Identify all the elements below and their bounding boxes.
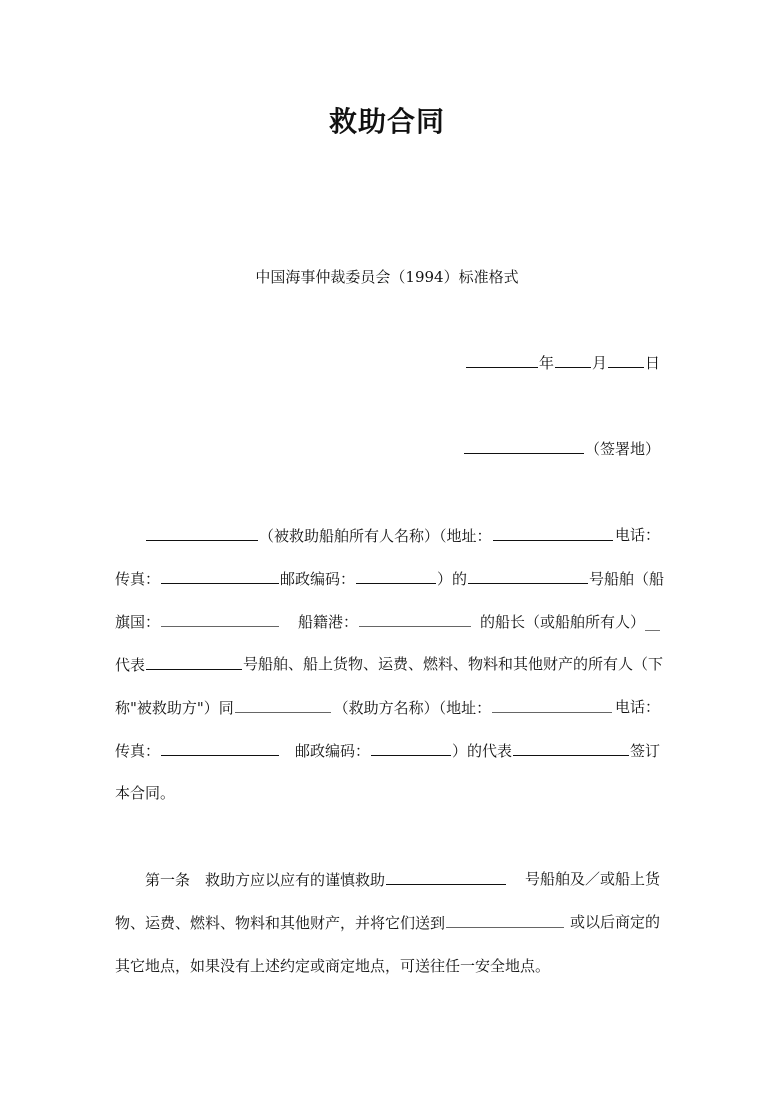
salvaged-owner-blank[interactable] — [146, 524, 258, 541]
year-label: 年 — [538, 354, 554, 372]
signing-place-blank[interactable] — [464, 437, 584, 454]
preamble-text: 传真： — [115, 570, 161, 588]
article1-line-1 — [115, 868, 660, 890]
date-line — [115, 351, 660, 373]
salvor-representative-blank[interactable] — [513, 739, 629, 756]
signing-place-label: （签署地） — [584, 440, 660, 458]
preamble-line-1 — [115, 524, 660, 546]
preamble-text: 邮政编码： — [294, 742, 370, 760]
salvaged-fax-blank[interactable] — [161, 567, 279, 584]
article1-line-2 — [115, 911, 660, 933]
destination-blank[interactable] — [446, 911, 564, 928]
port-of-registry-blank[interactable] — [359, 610, 471, 627]
represented-vessel-blank[interactable] — [146, 653, 242, 670]
preamble-text: 称"被救助方"）同 — [115, 699, 234, 717]
salvaged-postcode-blank[interactable] — [356, 567, 436, 584]
preamble-text: ）的 — [437, 570, 468, 588]
flag-state-blank[interactable] — [161, 610, 279, 627]
preamble-line-7 — [115, 782, 660, 804]
preamble-text: （被救助船舶所有人名称）（地址： — [259, 527, 492, 545]
preamble-text: 电话： — [614, 698, 660, 716]
preamble-text: 旗国： — [115, 613, 161, 631]
preamble-text: 号船舶（船 — [589, 570, 665, 588]
document-title: 救助合同 — [328, 105, 445, 138]
article1-line-3 — [115, 955, 660, 977]
article-text: 或以后商定的 — [569, 913, 660, 931]
day-blank[interactable] — [608, 351, 644, 368]
salvaged-vessel-blank[interactable] — [386, 868, 506, 885]
preamble-text: （救助方名称）（地址： — [333, 699, 492, 717]
document-subtitle: 中国海事仲裁委员会（1994）标准格式 — [255, 268, 519, 286]
preamble-line-2 — [115, 567, 665, 589]
month-blank[interactable] — [555, 351, 591, 368]
preamble-text: 号船舶、船上货物、运费、燃料、物料和其他财产的所有人（下 — [243, 655, 664, 673]
salvor-postcode-blank[interactable] — [371, 739, 451, 756]
preamble-text: 签订 — [629, 742, 660, 760]
vessel-name-blank[interactable] — [468, 567, 588, 584]
preamble-line-6 — [115, 739, 660, 761]
preamble-text: 船籍港： — [297, 613, 358, 631]
salvor-fax-blank[interactable] — [161, 739, 279, 756]
signing-place-line — [115, 437, 660, 459]
article-text: 第一条 救助方应以应有的谨慎救助 — [145, 871, 386, 889]
preamble-text: 本合同。 — [115, 784, 176, 802]
salvaged-address-blank[interactable] — [493, 524, 613, 541]
preamble-text: 邮政编码： — [280, 570, 356, 588]
article-text: 号船舶及／或船上货 — [524, 870, 660, 888]
preamble-text: 代表 — [115, 656, 146, 674]
article-text: 物、运费、燃料、物料和其他财产，并将它们送到 — [115, 914, 446, 932]
preamble-text: 的船长（或船舶所有人）__ — [479, 613, 660, 631]
day-label: 日 — [644, 354, 660, 372]
month-label: 月 — [591, 354, 607, 372]
preamble-text: ）的代表 — [451, 742, 512, 760]
preamble-line-4 — [115, 653, 664, 675]
preamble-line-5 — [115, 696, 660, 718]
salvor-name-blank[interactable] — [235, 696, 331, 713]
article-text: 其它地点，如果没有上述约定或商定地点，可送往任一安全地点。 — [115, 957, 551, 975]
preamble-text: 电话： — [614, 526, 660, 544]
preamble-text: 传真： — [115, 742, 161, 760]
year-blank[interactable] — [466, 351, 538, 368]
preamble-line-3 — [115, 610, 660, 632]
salvor-address-blank[interactable] — [492, 696, 612, 713]
